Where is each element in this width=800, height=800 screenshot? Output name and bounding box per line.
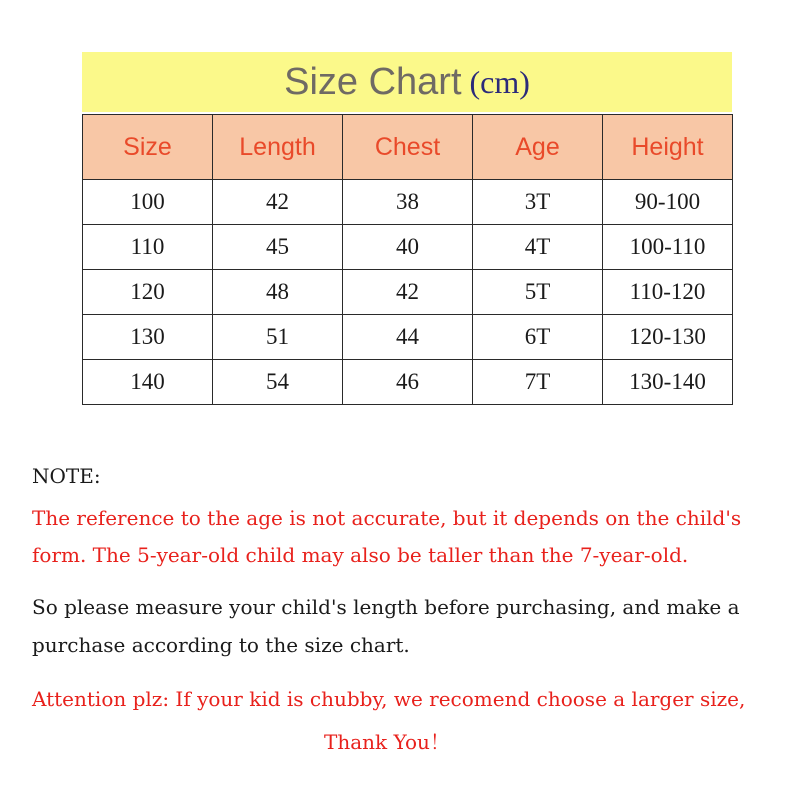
- cell-age: 3T: [473, 180, 603, 225]
- header-age: Age: [473, 115, 603, 180]
- table-row: [83, 270, 733, 315]
- size-chart-title-bar: [82, 52, 732, 112]
- cell-length: 48: [213, 270, 343, 315]
- size-chart-table: [82, 114, 733, 405]
- cell-size: 140: [83, 360, 213, 405]
- cell-age: 7T: [473, 360, 603, 405]
- measure-advice-line-2: purchase according to the size chart.: [32, 633, 410, 657]
- cell-size: 120: [83, 270, 213, 315]
- header-length: Length: [213, 115, 343, 180]
- cell-age: 4T: [473, 225, 603, 270]
- cell-chest: 40: [343, 225, 473, 270]
- size-chart-unit: (cm): [469, 63, 530, 100]
- table-row: [83, 360, 733, 405]
- header-height: Height: [603, 115, 733, 180]
- cell-chest: 46: [343, 360, 473, 405]
- table-row: [83, 225, 733, 270]
- attention-note: Attention plz: If your kid is chubby, we recomend choose a larger size,: [32, 687, 746, 711]
- cell-length: 45: [213, 225, 343, 270]
- header-chest: Chest: [343, 115, 473, 180]
- table-header-row: [83, 115, 733, 180]
- table-row: [83, 180, 733, 225]
- cell-height: 90-100: [603, 180, 733, 225]
- size-chart-title: Size Chart: [284, 60, 462, 103]
- cell-height: 130-140: [603, 360, 733, 405]
- table-row: [83, 315, 733, 360]
- cell-length: 42: [213, 180, 343, 225]
- cell-chest: 42: [343, 270, 473, 315]
- note-label: NOTE:: [32, 464, 101, 488]
- cell-size: 110: [83, 225, 213, 270]
- age-disclaimer-line-2: form. The 5-year-old child may also be taller than the 7-year-old.: [32, 543, 689, 567]
- cell-height: 100-110: [603, 225, 733, 270]
- measure-advice-line-1: So please measure your child's length before purchasing, and make a: [32, 595, 740, 619]
- cell-age: 5T: [473, 270, 603, 315]
- cell-age: 6T: [473, 315, 603, 360]
- cell-length: 51: [213, 315, 343, 360]
- cell-chest: 38: [343, 180, 473, 225]
- header-size: Size: [83, 115, 213, 180]
- cell-height: 120-130: [603, 315, 733, 360]
- cell-length: 54: [213, 360, 343, 405]
- cell-chest: 44: [343, 315, 473, 360]
- cell-height: 110-120: [603, 270, 733, 315]
- cell-size: 130: [83, 315, 213, 360]
- age-disclaimer-line-1: The reference to the age is not accurate, but it depends on the child's: [32, 506, 742, 530]
- thank-you-note: Thank You！: [324, 730, 450, 754]
- cell-size: 100: [83, 180, 213, 225]
